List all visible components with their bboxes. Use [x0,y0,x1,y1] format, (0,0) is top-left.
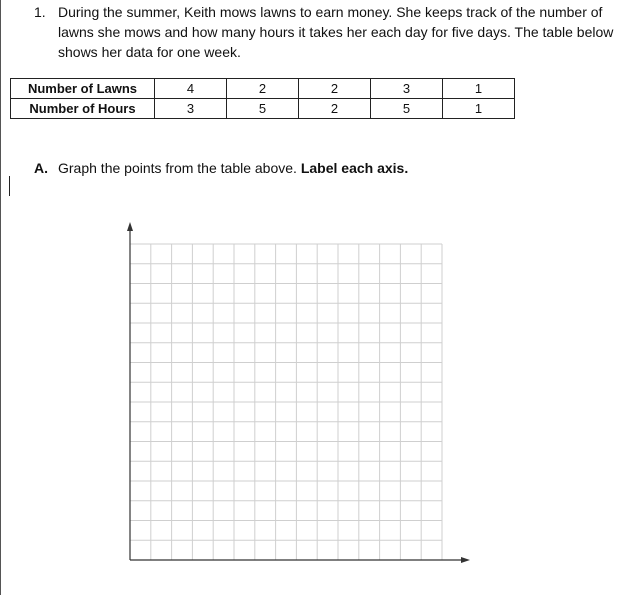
grid-lines [130,244,442,560]
table-cell: 1 [443,99,515,119]
table-cell: 2 [299,99,371,119]
part-a-letter: A. [34,160,48,176]
part-a-emphasis: Label each axis. [300,160,409,176]
part-a-text: Graph the points from the table above. [58,160,297,176]
table-cell: 3 [155,99,227,119]
table-cell: 4 [155,79,227,99]
table-cell: 1 [443,79,515,99]
problem-text: During the summer, Keith mows lawns to earn money. She keeps track of the number of lawns she mows and how many hours it takes her each day for five days. The table below shows her data for one week. [58,4,614,60]
table-cell: 5 [227,99,299,119]
table-cell: 2 [299,79,371,99]
problem-number: 1. [34,4,46,20]
y-axis-arrow-icon [127,222,133,231]
x-axis-arrow-icon [461,557,470,563]
table-cell: 5 [371,99,443,119]
table-cell: 2 [227,79,299,99]
row-header-lawns: Number of Lawns [11,79,155,99]
row-header-hours: Number of Hours [11,99,155,119]
table-cell: 3 [371,79,443,99]
